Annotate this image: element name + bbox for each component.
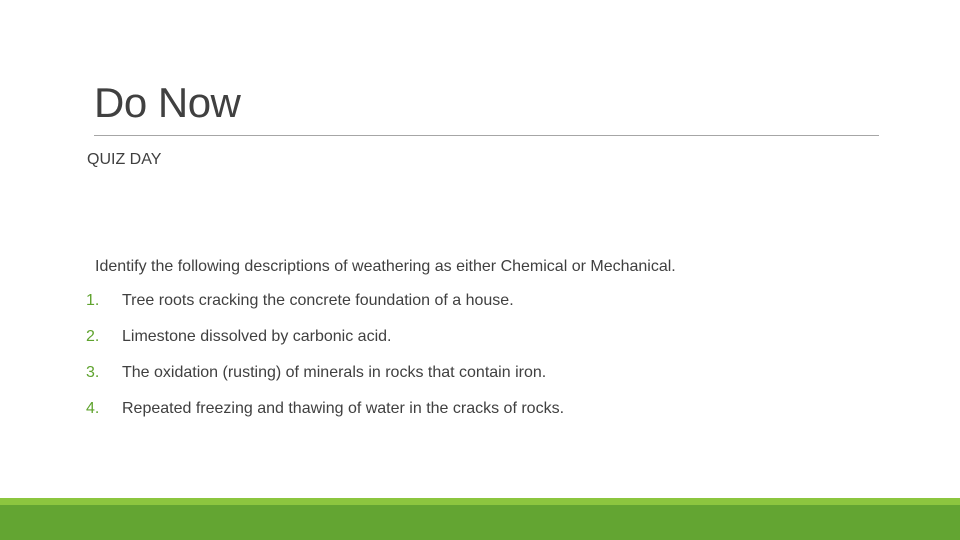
- footer-accent-stripe: [0, 498, 960, 505]
- question-number: 3.: [86, 364, 100, 381]
- question-text: Tree roots cracking the concrete foundation of a house.: [122, 292, 514, 309]
- question-number: 4.: [86, 400, 100, 417]
- question-item: [86, 328, 564, 364]
- instructions-text: Identify the following descriptions of weathering as either Chemical or Mechanical.: [95, 258, 676, 275]
- question-number: 2.: [86, 328, 100, 345]
- question-text: The oxidation (rusting) of minerals in rocks that contain iron.: [122, 364, 547, 381]
- question-item: [86, 364, 564, 400]
- question-text: Limestone dissolved by carbonic acid.: [122, 328, 392, 345]
- slide-subtitle: QUIZ DAY: [87, 151, 162, 168]
- question-item: [86, 400, 564, 436]
- question-number: 1.: [86, 292, 100, 309]
- question-list: [86, 292, 564, 436]
- question-item: [86, 292, 564, 328]
- footer-bar: [0, 505, 960, 540]
- slide-title: Do Now: [94, 79, 241, 126]
- title-divider: [94, 135, 879, 136]
- question-text: Repeated freezing and thawing of water in the cracks of rocks.: [122, 400, 565, 417]
